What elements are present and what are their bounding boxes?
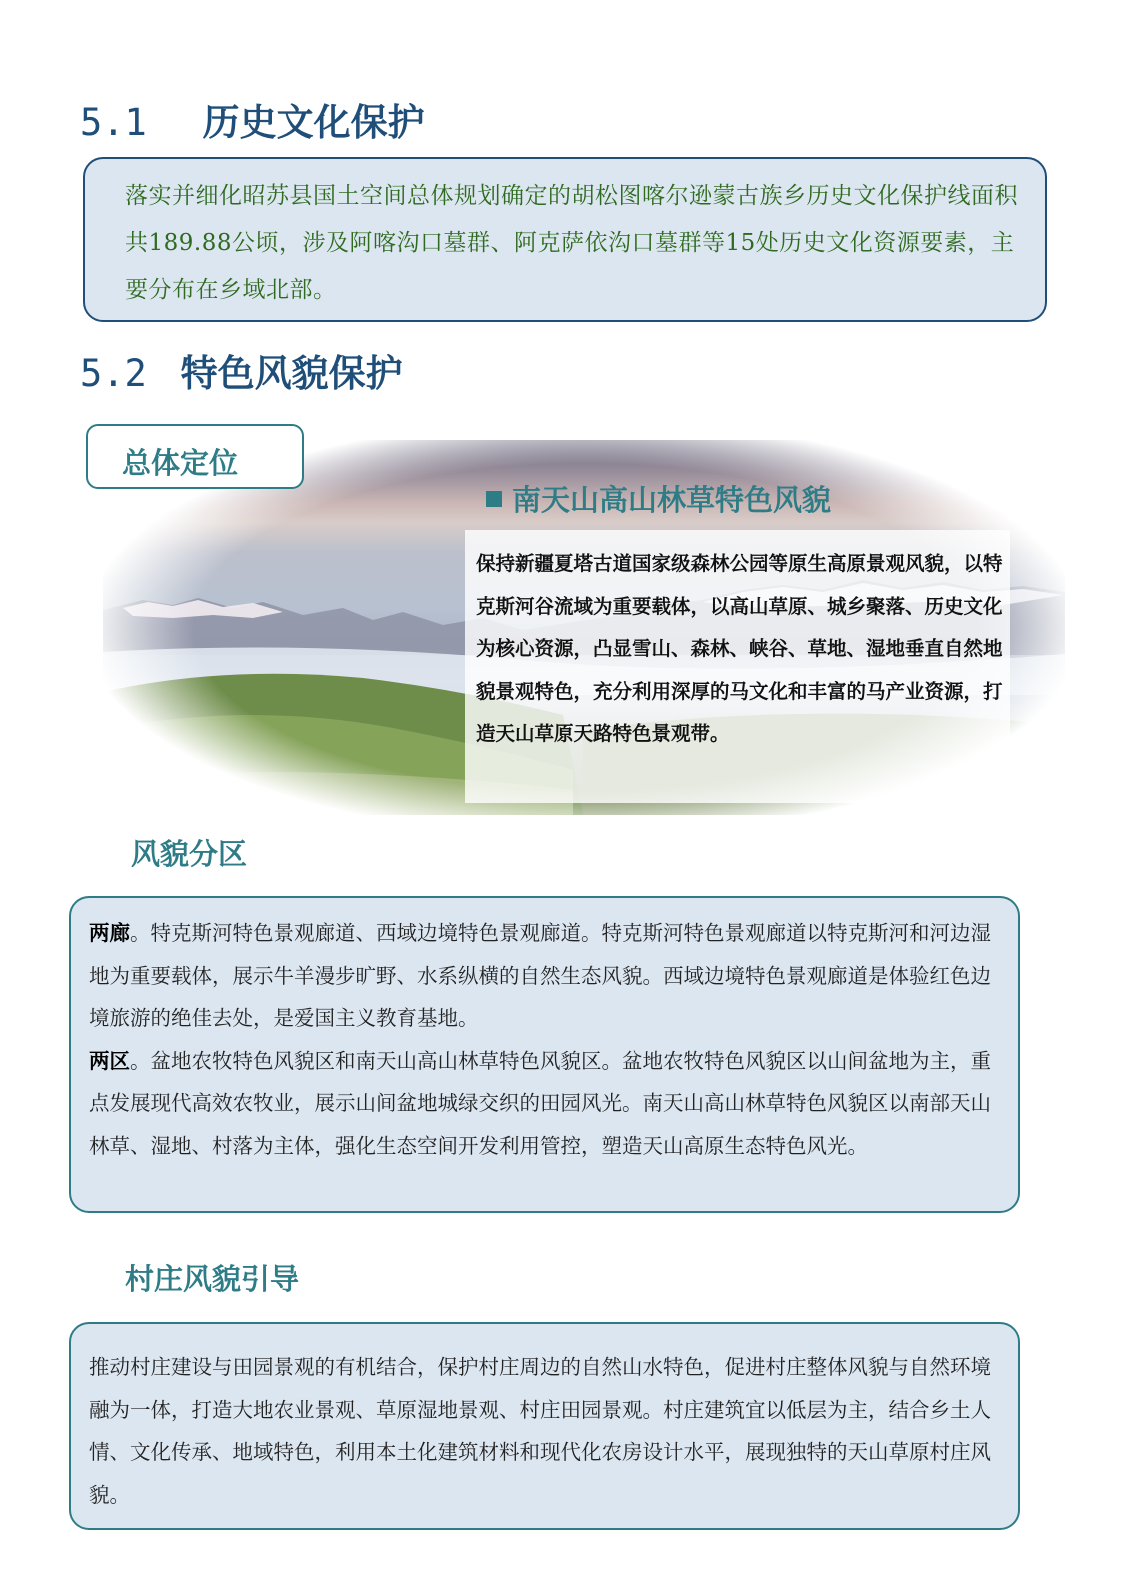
section-5-1-heading [80,101,425,144]
overall-positioning-tab [86,424,304,489]
village-guidance-box [69,1322,1020,1530]
village-heading: 村庄风貌引导 [125,1262,300,1296]
section-5-2-number: 5.2 [80,352,147,395]
section-5-1-title: 历史文化保护 [202,101,425,144]
overall-positioning-label: 总体定位 [122,446,239,480]
feature-title: 南天山高山林草特色风貌 [512,483,832,517]
section-5-2-title: 特色风貌保护 [180,352,403,395]
districts-label: 两区 [89,1048,130,1073]
heritage-protection-box [83,157,1047,322]
districts-text: 。盆地农牧特色风貌区和南天山高山林草特色风貌区。盆地农牧特色风貌区以山间盆地为主，重点发展现代高效农牧业，展示山间盆地城绿交织的田园风光。南天山高山林草特色风貌区以南部天山林草、湿地、村落为主体，强化生态空间开发利用管控，塑造天山高原生态特色风光。 [89,1048,991,1158]
zoning-text [89,912,1003,1167]
square-bullet-icon [486,491,502,507]
section-5-1-number: 5.1 [80,101,147,144]
corridors-text: 。特克斯河特色景观廊道、西域边境特色景观廊道。特克斯河特色景观廊道以特克斯河和河边湿地为重要载体，展示牛羊漫步旷野、水系纵横的自然生态风貌。西域边境特色景观廊道是体验红色边境旅游的绝佳去处，是爱国主义教育基地。 [89,921,991,1030]
section-5-2-heading [80,352,403,395]
feature-heading [486,478,831,519]
zoning-box [69,896,1020,1213]
feature-description-text: 保持新疆夏塔古道国家级森林公园等原生高原景观风貌，以特克斯河谷流域为重要载体，以高山草原、城乡聚落、历史文化为核心资源，凸显雪山、森林、峡谷、草地、湿地垂直自然地貌景观特色，充分利用深厚的马文化和丰富的马产业资源，打造天山草原天路特色景观带。 [476,552,1003,745]
heritage-protection-text: 落实并细化昭苏县国土空间总体规划确定的胡松图喀尔逊蒙古族乡历史文化保护线面积共189.88公顷，涉及阿喀沟口墓群、阿克萨依沟口墓群等15处历史文化资源要素，主要分布在乡域北部。 [125,183,1018,303]
feature-description-box [465,530,1010,803]
zoning-heading: 风貌分区 [131,837,248,871]
corridors-label: 两廊 [89,921,130,945]
village-guidance-text: 推动村庄建设与田园景观的有机结合，保护村庄周边的自然山水特色，促进村庄整体风貌与自然环境融为一体，打造大地农业景观、草原湿地景观、村庄田园景观。村庄建筑宜以低层为主，结合乡土人情、文化传承、地域特色，利用本土化建筑材料和现代化农房设计水平，展现独特的天山草原村庄风貌。 [89,1355,991,1507]
